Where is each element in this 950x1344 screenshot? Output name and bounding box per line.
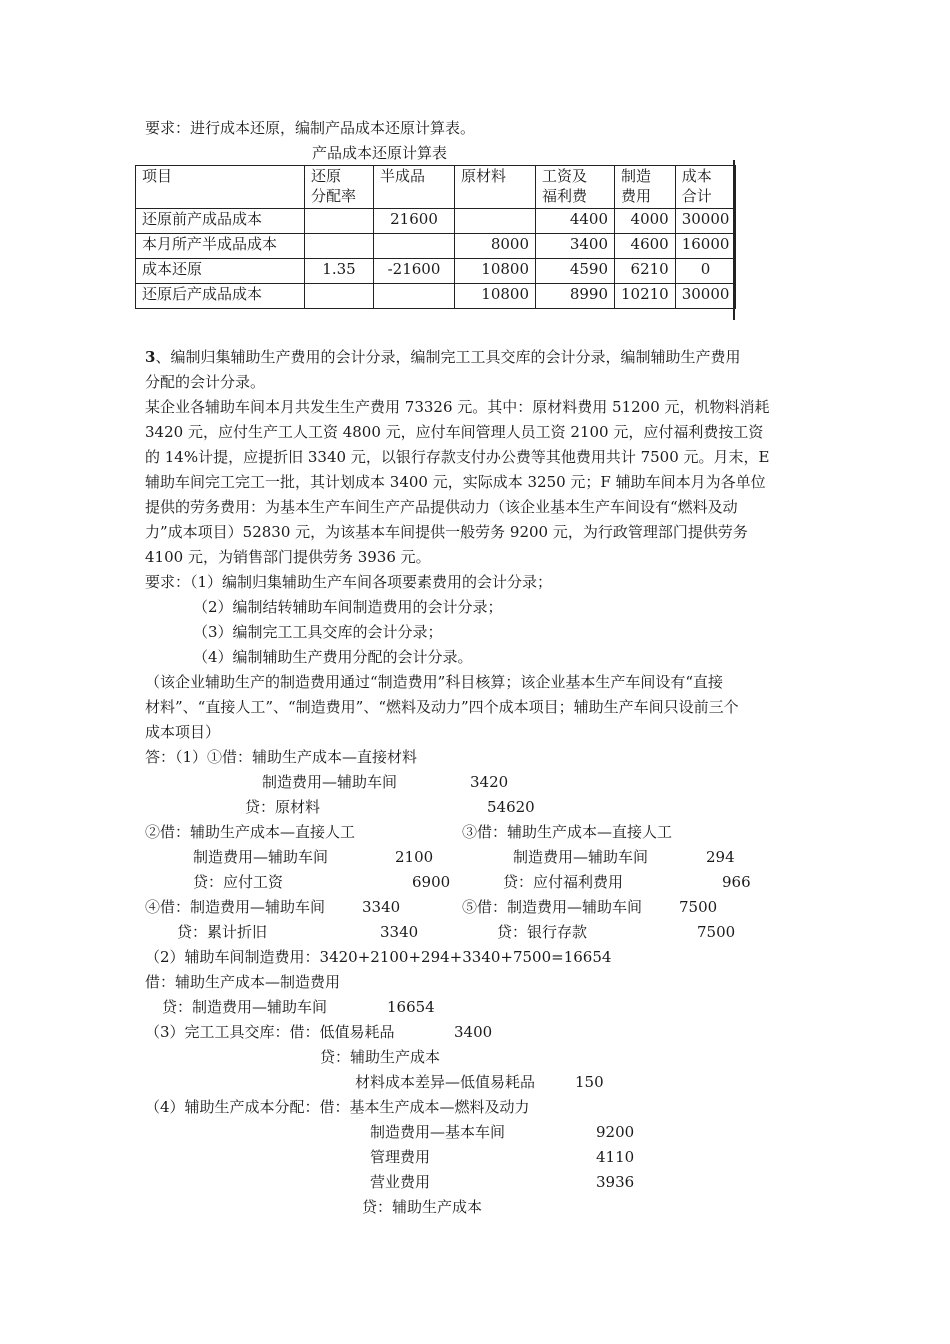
table-cell: [455, 209, 536, 234]
table-cell: 30000: [675, 284, 736, 309]
table-cell: [374, 234, 455, 259]
journal-amount: 3340: [362, 898, 401, 916]
paragraph-line: 辅助车间完工完工一批，其计划成本 3400 元，实际成本 3250 元；F 辅助车间本月为各单位: [145, 473, 766, 491]
table-title: 产品成本还原计算表: [312, 144, 448, 162]
journal-amount: 7500: [697, 923, 736, 941]
journal-amount: 2100: [395, 848, 434, 866]
table-cell: 4600: [615, 234, 676, 259]
header-cell: 成本 合计: [675, 166, 736, 209]
paragraph-line: 提供的劳务费用：为基本生产车间生产产品提供动力（该企业基本生产车间设有“燃料及动: [145, 498, 738, 516]
section-title-line: 分配的会计分录。: [145, 373, 266, 391]
journal-entry-line: 贷：辅助生产成本: [362, 1198, 483, 1216]
table-cell: 1.35: [305, 259, 374, 284]
journal-entry-line: 管理费用: [370, 1148, 431, 1166]
journal-entry-line: 制造费用—辅助车间: [193, 848, 329, 866]
journal-entry-line: ④借：制造费用—辅助车间: [145, 898, 326, 916]
table-cell: 本月所产半成品成本: [136, 234, 305, 259]
table-cell: [305, 284, 374, 309]
table-cell: 还原前产成品成本: [136, 209, 305, 234]
note-line: 材料”、“直接人工”、“制造费用”、“燃料及动力”四个成本项目；辅助生产车间只设前三个: [145, 698, 739, 716]
journal-entry-line: 贷：应付福利费用: [503, 873, 624, 891]
journal-entry-line: （3）完工工具交库：借：低值易耗品: [145, 1023, 395, 1041]
journal-entry-line: ②借：辅助生产成本—直接人工: [145, 823, 356, 841]
table-cell: -21600: [374, 259, 455, 284]
table-cell: 10800: [455, 284, 536, 309]
table-edge-line: [733, 160, 735, 320]
journal-entry-line: 制造费用—辅助车间: [262, 773, 398, 791]
journal-amount: 6900: [412, 873, 451, 891]
table-cell: 0: [675, 259, 736, 284]
journal-entry-line: 借：辅助生产成本—制造费用: [145, 973, 341, 991]
table-cell: 成本还原: [136, 259, 305, 284]
journal-amount: 3400: [454, 1023, 493, 1041]
table-cell: 4590: [536, 259, 615, 284]
header-cell: 半成品: [374, 166, 455, 209]
table-cell: 还原后产成品成本: [136, 284, 305, 309]
journal-entry-line: 答：（1）①借：辅助生产成本—直接材料: [145, 748, 418, 766]
table-cell: 4400: [536, 209, 615, 234]
table-cell: 4000: [615, 209, 676, 234]
table-cell: [374, 284, 455, 309]
table-cell: [305, 209, 374, 234]
journal-amount: 3936: [596, 1173, 635, 1191]
table-header-row: [136, 166, 736, 209]
note-line: （该企业辅助生产的制造费用通过“制造费用”科目核算；该企业基本生产车间设有“直接: [145, 673, 724, 691]
header-cell: 制造 费用: [615, 166, 676, 209]
header-cell: 还原 分配率: [305, 166, 374, 209]
table-row: [136, 234, 736, 259]
intro-text: 要求：进行成本还原，编制产品成本还原计算表。: [145, 119, 476, 137]
journal-entry-line: 贷：银行存款: [497, 923, 588, 941]
journal-entry-line: 贷：原材料: [245, 798, 321, 816]
journal-amount: 3340: [380, 923, 419, 941]
header-cell: 工资及 福利费: [536, 166, 615, 209]
paragraph-line: 3420 元，应付生产工人工资 4800 元，应付车间管理人员工资 2100 元，应付福利费按工资: [145, 423, 764, 441]
section-number: 3: [145, 348, 156, 366]
journal-amount: 54620: [487, 798, 535, 816]
journal-amount: 150: [575, 1073, 604, 1091]
journal-amount: 4110: [596, 1148, 635, 1166]
requirement-line: （2）编制结转辅助车间制造费用的会计分录；: [193, 598, 503, 616]
paragraph-line: 的 14%计提，应提折旧 3340 元，以银行存款支付办公费等其他费用共计 7500 元。月末，E: [145, 448, 770, 466]
section-title-line: 、编制归集辅助生产费用的会计分录，编制完工工具交库的会计分录，编制辅助生产费用: [155, 348, 741, 366]
journal-entry-line: 贷：制造费用—辅助车间: [162, 998, 328, 1016]
table-cell: 8000: [455, 234, 536, 259]
journal-amount: 16654: [387, 998, 435, 1016]
table-cell: 8990: [536, 284, 615, 309]
table-row: [136, 259, 736, 284]
journal-entry-line: 贷：辅助生产成本: [320, 1048, 441, 1066]
journal-entry-line: 贷：应付工资: [193, 873, 284, 891]
table-cell: 6210: [615, 259, 676, 284]
table-cell: 16000: [675, 234, 736, 259]
journal-entry-line: ③借：辅助生产成本—直接人工: [462, 823, 673, 841]
journal-entry-line: 材料成本差异—低值易耗品: [355, 1073, 536, 1091]
header-cell: 项目: [136, 166, 305, 209]
table-cell: [305, 234, 374, 259]
section-3-title: [145, 347, 740, 367]
journal-entry-line: ⑤借：制造费用—辅助车间: [462, 898, 643, 916]
journal-entry-line: 制造费用—辅助车间: [513, 848, 649, 866]
journal-entry-line: 营业费用: [370, 1173, 431, 1191]
table-cell: 30000: [675, 209, 736, 234]
requirement-line: 要求：（1）编制归集辅助生产车间各项要素费用的会计分录；: [145, 573, 553, 591]
journal-amount: 966: [722, 873, 751, 891]
table-row: [136, 209, 736, 234]
note-line: 成本项目）: [145, 723, 221, 741]
table-cell: 3400: [536, 234, 615, 259]
journal-amount: 3420: [470, 773, 509, 791]
paragraph-line: 某企业各辅助车间本月共发生生产费用 73326 元。其中：原材料费用 51200 元，机物料消耗: [145, 398, 770, 416]
paragraph-line: 4100 元，为销售部门提供劳务 3936 元。: [145, 548, 431, 566]
journal-entry-line: 贷：累计折旧: [177, 923, 268, 941]
journal-amount: 7500: [679, 898, 718, 916]
table-cell: 21600: [374, 209, 455, 234]
cost-reduction-table: [135, 165, 736, 309]
journal-amount: 9200: [596, 1123, 635, 1141]
table-cell: 10210: [615, 284, 676, 309]
journal-entry-line: 制造费用—基本车间: [370, 1123, 506, 1141]
journal-entry-line: （4）辅助生产成本分配：借：基本生产成本—燃料及动力: [145, 1098, 530, 1116]
journal-entry-line: （2）辅助车间制造费用：3420+2100+294+3340+7500=16654: [145, 948, 612, 966]
journal-amount: 294: [706, 848, 735, 866]
header-cell: 原材料: [455, 166, 536, 209]
table-cell: 10800: [455, 259, 536, 284]
table-row: [136, 284, 736, 309]
paragraph-line: 力”成本项目）52830 元，为该基本车间提供一般劳务 9200 元，为行政管理部门提供劳务: [145, 523, 748, 541]
requirement-line: （3）编制完工工具交库的会计分录；: [193, 623, 443, 641]
requirement-line: （4）编制辅助生产费用分配的会计分录。: [193, 648, 473, 666]
